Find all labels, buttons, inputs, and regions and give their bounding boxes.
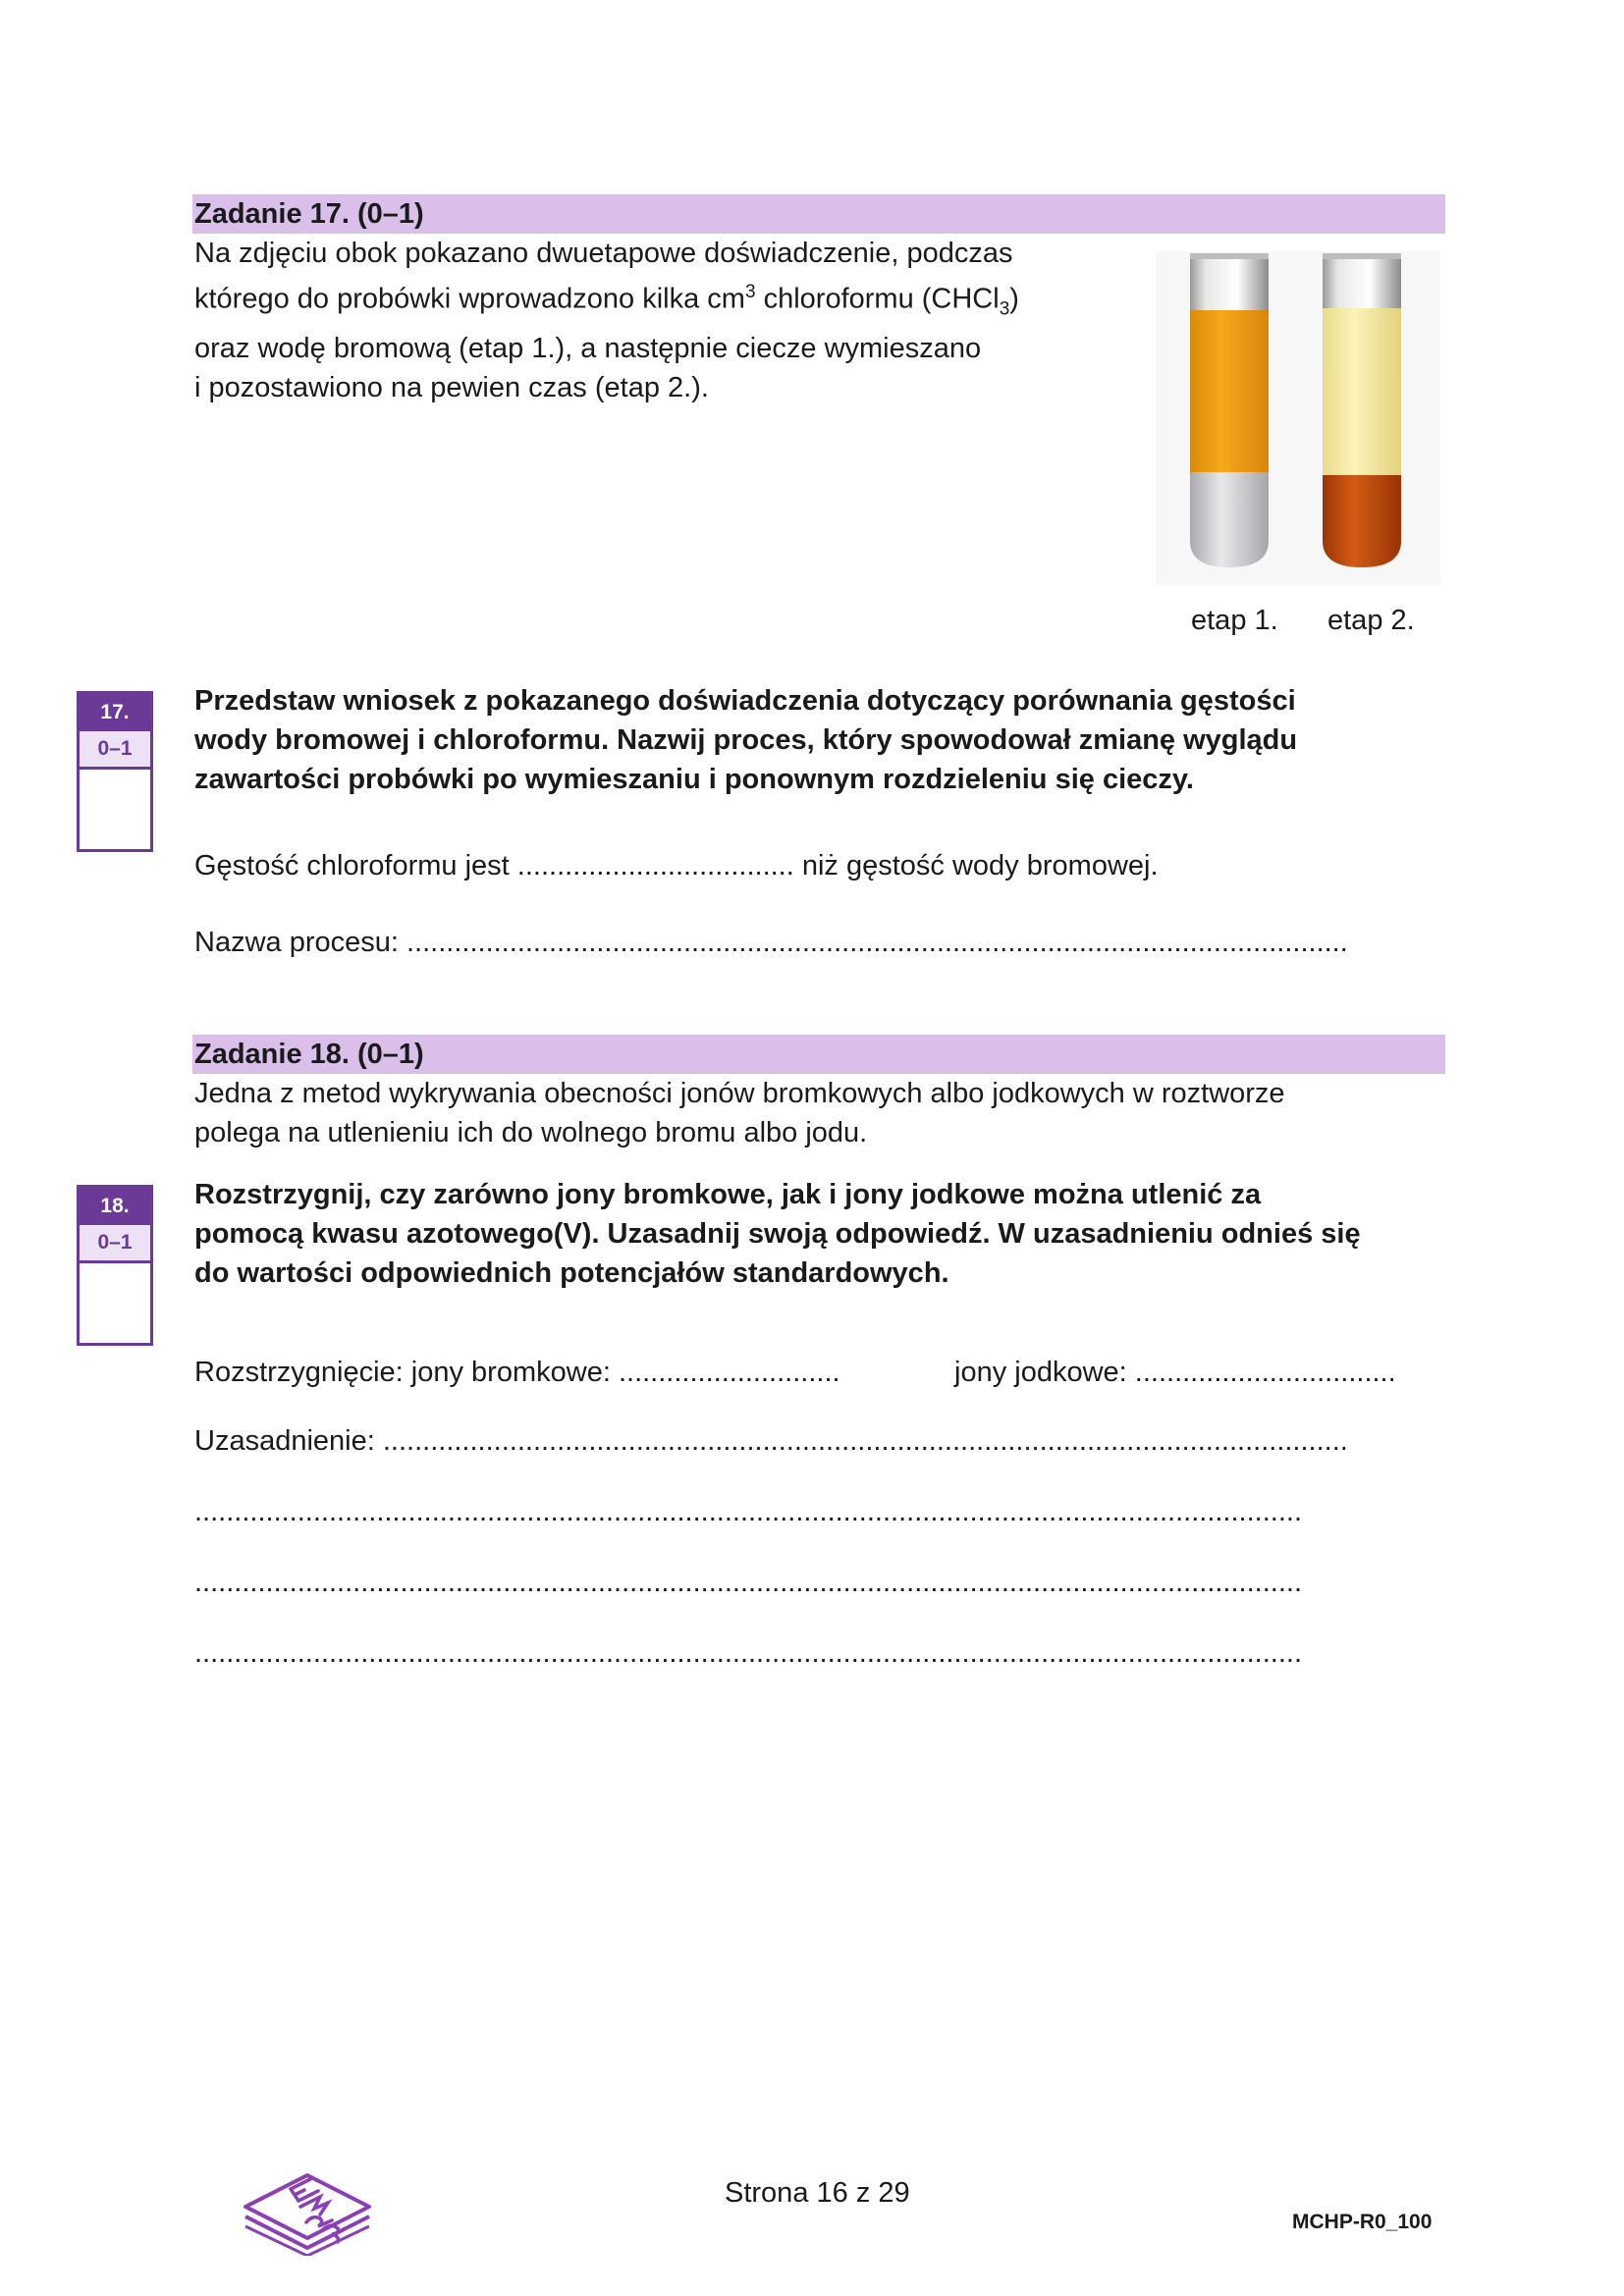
decision-answer-line (194, 1353, 840, 1392)
density-answer-line (194, 846, 1159, 885)
task-17-intro-line-4: i pozostawiono na pewien czas (etap 2.). (194, 372, 709, 404)
decision-label-bromide: Rozstrzygnięcie: jony bromkowe: (194, 1357, 611, 1388)
task-18-intro (194, 1074, 1285, 1152)
task-17-score-number: 17. (80, 694, 150, 731)
task-17-score-box (77, 691, 153, 852)
density-answer-prefix: Gęstość chloroformu jest (194, 850, 510, 881)
decision-field-iodide[interactable]: ................................. (1134, 1357, 1396, 1388)
task-18-command-line-2: pomocą kwasu azotowego(V). Uzasadnij swoją odpowiedź. W uzasadnieniu odnieś się (194, 1218, 1361, 1250)
task-18-score-field[interactable] (80, 1263, 150, 1344)
task-18-command (194, 1175, 1361, 1293)
justification-extra-line-1[interactable]: ............................................................................................................................................ (194, 1496, 1302, 1527)
density-answer-field[interactable]: ................................... (516, 850, 794, 881)
justification-extra-line-2[interactable]: ............................................................................................................................................ (194, 1567, 1302, 1598)
justification-field[interactable]: .......................................................................................................................... (382, 1425, 1348, 1457)
decision-answer-iodide (954, 1353, 1396, 1392)
task-17-score-points: 0–1 (80, 731, 150, 770)
task-17-intro (194, 234, 1019, 407)
task-17-command (194, 681, 1297, 799)
task-17-command-line-1: Przedstaw wniosek z pokazanego doświadczenia dotyczący porównania gęstości (194, 685, 1296, 717)
stage-2-label: etap 2. (1327, 605, 1415, 636)
task-18-header: Zadanie 18. (0–1) (192, 1035, 1445, 1074)
page-number: Strona 16 z 29 (725, 2177, 910, 2209)
density-answer-suffix: niż gęstość wody bromowej. (801, 850, 1159, 881)
process-answer-line (194, 923, 1348, 962)
stage-1-label: etap 1. (1191, 605, 1278, 636)
task-18-score-points: 0–1 (80, 1225, 150, 1263)
task-18-intro-line-2: polega na utlenieniu ich do wolnego bromu albo jodu. (194, 1117, 868, 1148)
task-17-intro-line-3: oraz wodę bromową (etap 1.), a następnie ciecze wymieszano (194, 333, 982, 365)
task-18-score-number: 18. (80, 1188, 150, 1225)
exam-code: MCHP-R0_100 (1292, 2211, 1433, 2233)
exam-logo (242, 2158, 373, 2256)
task-17-score-field[interactable] (80, 770, 150, 850)
justification-label: Uzasadnienie: (194, 1425, 375, 1457)
task-18-command-line-1: Rozstrzygnij, czy zarówno jony bromkowe, jak i jony jodkowe można utlenić za (194, 1179, 1262, 1210)
task-17-intro-line-1: Na zdjęciu obok pokazano dwuetapowe doświadczenie, podczas (194, 238, 1013, 269)
task-18-command-line-3: do wartości odpowiednich potencjałów standardowych. (194, 1257, 949, 1289)
process-answer-label: Nazwa procesu: (194, 927, 399, 958)
task-18-score-box (77, 1185, 153, 1346)
process-answer-field[interactable]: ....................................................................................................................... (406, 927, 1348, 958)
test-tubes-photo (1156, 251, 1440, 585)
task-17-command-line-2: wody bromowej i chloroformu. Nazwij proces, który spowodował zmianę wyglądu (194, 724, 1298, 756)
task-17-command-line-3: zawartości probówki po wymieszaniu i ponownym rozdzieleniu się cieczy. (194, 764, 1194, 795)
task-17-header: Zadanie 17. (0–1) (192, 194, 1445, 234)
justification-extra-line-3[interactable]: ............................................................................................................................................ (194, 1637, 1302, 1669)
justification-line (194, 1421, 1348, 1461)
task-17-intro-line-2: którego do probówki wprowadzono kilka $cm^3$ chloroformu (CHCl$_3$) (194, 282, 1019, 320)
task-18-intro-line-1: Jedna z metod wykrywania obecności jonów bromkowych albo jodkowych w roztworze (194, 1078, 1285, 1109)
decision-label-iodide: jony jodkowe: (954, 1357, 1127, 1388)
decision-field-bromide[interactable]: ............................ (618, 1357, 840, 1388)
